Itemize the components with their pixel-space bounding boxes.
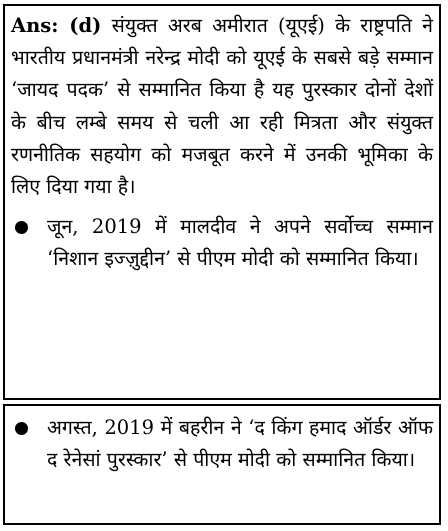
bullet-dot-icon	[11, 211, 47, 243]
bullet-item-bahrain	[5, 412, 439, 476]
bullet-text: अगस्त, 2019 में बहरीन ने ‘द किंग हमाद ऑर्डर ऑफ द रेनेसां पुरस्कार’ से पीएम मोदी को सम्मानित किया।	[47, 416, 433, 472]
answer-paragraph	[5, 6, 439, 203]
bullet-text: जून, 2019 में मालदीव ने अपने सर्वोच्च सम्मान ‘निशान इज्ज़ुद्दीन’ से पीएम मोदी को सम्मानित किया।	[47, 215, 433, 271]
answer-label: Ans: (d)	[11, 14, 102, 37]
bullet-dot-icon	[11, 412, 47, 444]
bullet-box	[3, 404, 441, 525]
bullet-item-maldives	[5, 211, 439, 275]
answer-box	[3, 4, 441, 400]
answer-text: संयुक्त अरब अमीरात (यूएई) के राष्ट्रपति ने भारतीय प्रधानमंत्री नरेन्द्र मोदी को यूएई के सबसे बड़े सम्मान ‘जायद पदक’ से सम्मानित किया है यह पुरस्कार दोनों देशों के बीच लम्बे समय से चली आ रही मित्रता और संयुक्त रणनीतिक सहयोग को मजबूत करने में उनकी भूमिका के लिए दिया गया है।	[11, 14, 433, 199]
